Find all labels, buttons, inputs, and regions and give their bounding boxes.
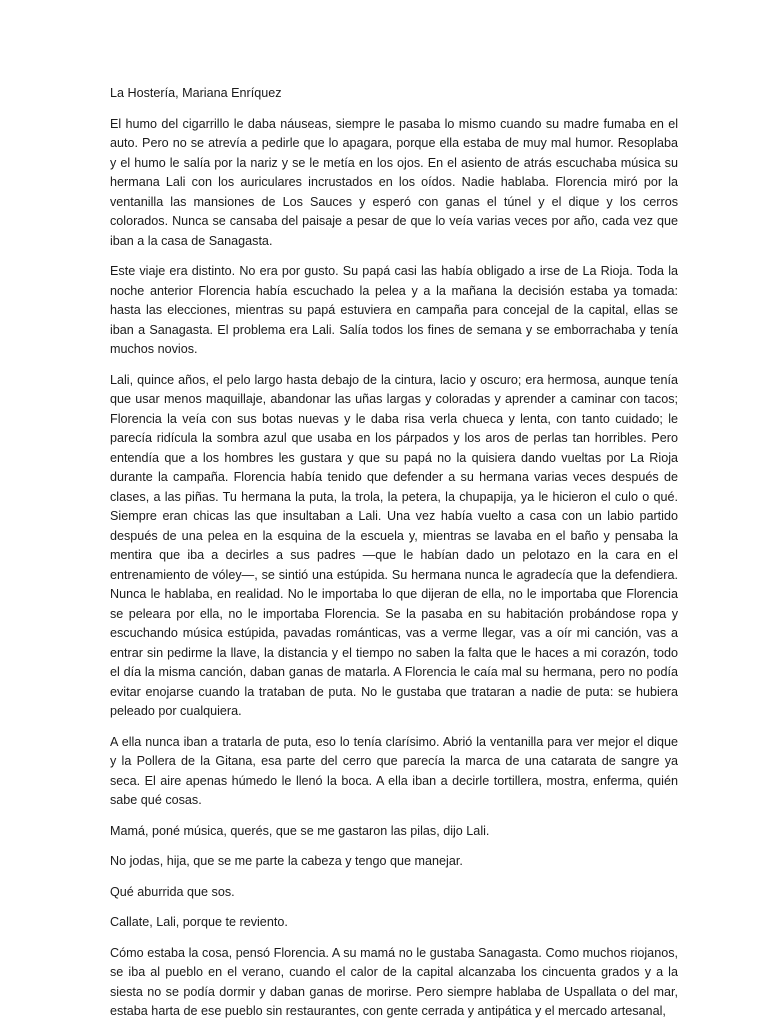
paragraph-9: Cómo estaba la cosa, pensó Florencia. A su mamá no le gustaba Sanagasta. Como muchos riojanos, se iba al pueblo en el verano, cuando el calor de la capital alcanzaba los cincuenta grados y a la siesta no se podía dormir y daban ganas de morirse. Pero siempre hablaba de Uspallata o del mar, estaba harta de ese pueblo sin restaurantes, con gente cerrada y antipática y el mercado artesanal, xyxy=(110,945,678,1018)
paragraph-4: A ella nunca iban a tratarla de puta, eso lo tenía clarísimo. Abrió la ventanilla para ver mejor el dique y la Pollera de la Gitana, esa parte del cerro que parecía la marca de una catarata de sangre ya seca. El aire apenas húmedo le llenó la boca. A ella iban a decirle tortillera, mostra, enferma, quién sabe qué cosas. xyxy=(110,734,678,807)
paragraph-5: Mamá, poné música, querés, que se me gastaron las pilas, dijo Lali. xyxy=(110,823,490,838)
document-page xyxy=(110,84,678,1033)
paragraph-6: No jodas, hija, que se me parte la cabeza y tengo que manejar. xyxy=(110,854,463,868)
document-title: La Hostería, Mariana Enríquez xyxy=(110,86,282,100)
paragraph-7: Qué aburrida que sos. xyxy=(110,884,235,899)
paragraph-1: El humo del cigarrillo le daba náuseas, siempre le pasaba lo mismo cuando su madre fumaba en el auto. Pero no se atrevía a pedirle que lo apagara, porque ella estaba de muy mal humor. Resoplaba y el humo le salía por la nariz y se le metía en los ojos. En el asiento de atrás escuchaba música su hermana Lali con los auriculares incrustados en los oídos. Nadie hablaba. Florencia miró por la ventanilla las mansiones de Los Sauces y esperó con ganas el túnel y el dique y los cerros colorados. Nunca se cansaba del paisaje a pesar de que lo veía varias veces por año, cada vez que iban a la casa de Sanagasta. xyxy=(110,116,678,248)
paragraph-2: Este viaje era distinto. No era por gusto. Su papá casi las había obligado a irse de La Rioja. Toda la noche anterior Florencia había escuchado la pelea y a la mañana la decisión estaba ya tomada: hasta las elecciones, mientras su papá estuviera en campaña para concejal de la capital, ellas se iban a Sanagasta. El problema era Lali. Salía todos los fines de semana y se emborrachaba y tenía muchos novios. xyxy=(110,264,678,356)
paragraph-3: Lali, quince años, el pelo largo hasta debajo de la cintura, lacio y oscuro; era hermosa, aunque tenía que usar menos maquillaje, abandonar las uñas largas y coloradas y aprender a caminar con tacos; Florencia la veía con sus botas nuevas y le daba risa verla chueca y lenta, con tanto cuidado; le parecía ridícula la sombra azul que usaba en los párpados y los aros de perlas tan horribles. Pero entendía que a los hombres les gustara y que su papá no la quisiera dando vueltas por La Rioja durante la campaña. Florencia había tenido que defender a su hermana varias veces después de clases, a las piñas. Tu hermana la puta, la trola, la petera, la chupapija, ya le hicieron el culo o qué. Siempre eran chicas las que insultaban a Lali. Una vez había vuelto a casa con un labio partido después de una pelea en la esquina de la escuela y, mientras se lavaba en el baño y pensaba la mentira que iba a decirles a sus padres —que le habían dado un pelotazo en la cara en el entrenamiento de vóley—, se sintió una estúpida. Su hermana nunca le agradecía que la defendiera. Nunca le hablaba, en realidad. No le importaba lo que dijeran de ella, no le importaba que Florencia se peleara por ella, no le importaba Florencia. Se la pasaba en su habitación probándose ropa y escuchando música estúpida, pavadas románticas, vas a verme llegar, vas a oír mi canción, vas a entrar sin pedirme la llave, la distancia y el tiempo no saben la falta que le haces a mi corazón, todo el día la misma canción, daban ganas de matarla. A Florencia le caía mal su hermana, pero no podía evitar enojarse cuando la trataban de puta. No le gustaba que trataran a nadie de puta: se hubiera peleado por cualquiera. xyxy=(110,372,678,718)
paragraph-8: Callate, Lali, porque te reviento. xyxy=(110,915,288,929)
